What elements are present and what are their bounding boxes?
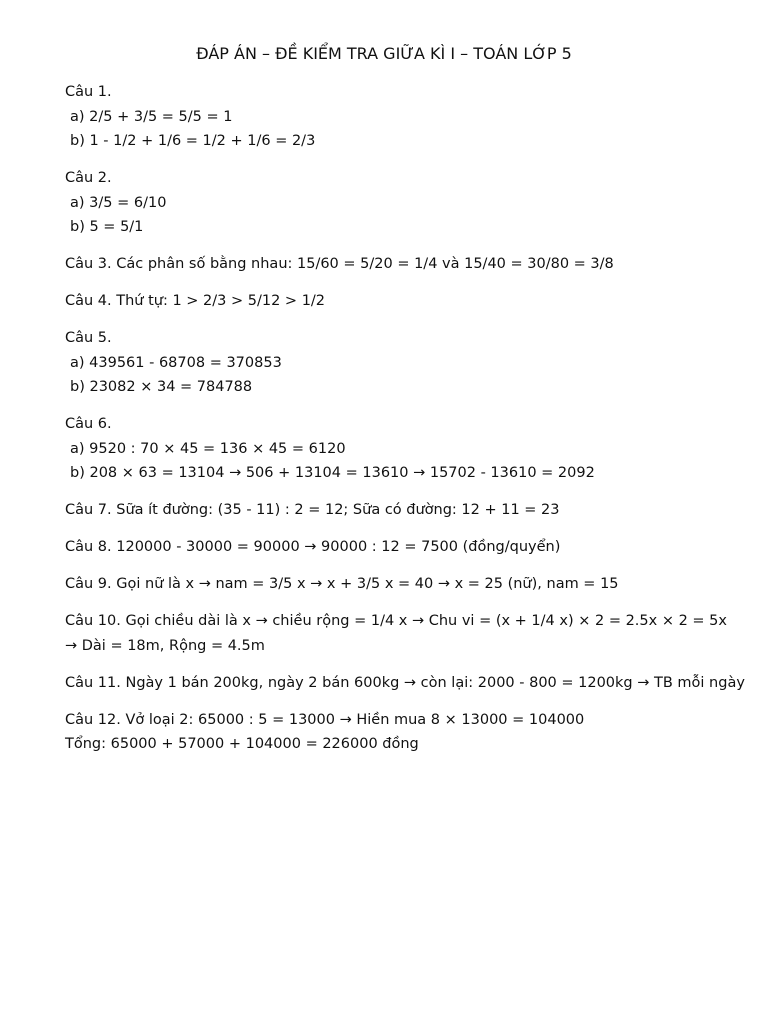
question-4 (65, 291, 768, 316)
answer-line: b) 208 × 63 = 13104 → 506 + 13104 = 13610 → 15702 - 13610 = 2092 (70, 465, 595, 481)
answer-line: Câu 11. Ngày 1 bán 200kg, ngày 2 bán 600kg → còn lại: 2000 - 800 = 1200kg → TB mỗi ngày (65, 674, 745, 691)
answer-line: a) 9520 : 70 × 45 = 136 × 45 = 6120 (70, 440, 346, 457)
question-5 (65, 328, 768, 402)
answer-line: a) 3/5 = 6/10 (70, 194, 167, 211)
question-heading: Câu 5. (65, 330, 112, 346)
answer-line: Câu 10. Gọi chiều dài là x → chiều rộng = 1/4 x → Chu vi = (x + 1/4 x) × 2 = 2.5x × 2 = 5x (65, 613, 727, 629)
answer-line: Câu 9. Gọi nữ là x → nam = 3/5 x → x + 3/5 x = 40 → x = 25 (nữ), nam = 15 (65, 576, 619, 592)
question-heading: Câu 2. (65, 170, 112, 186)
question-heading: Câu 1. (65, 84, 112, 100)
question-11 (65, 673, 768, 698)
answer-line: Câu 12. Vở loại 2: 65000 : 5 = 13000 → Hiền mua 8 × 13000 = 104000 (65, 711, 585, 728)
question-9 (65, 574, 768, 599)
question-10 (65, 611, 768, 660)
answer-line: b) 5 = 5/1 (70, 219, 144, 235)
answer-line: → Dài = 18m, Rộng = 4.5m (65, 637, 265, 654)
question-1 (65, 82, 768, 156)
answer-line: b) 23082 × 34 = 784788 (70, 379, 253, 395)
question-6 (65, 414, 768, 488)
answer-line: Câu 4. Thứ tự: 1 > 2/3 > 5/12 > 1/2 (65, 293, 326, 309)
question-12 (65, 710, 768, 759)
question-3 (65, 254, 768, 279)
answer-line: Câu 7. Sữa ít đường: (35 - 11) : 2 = 12; Sữa có đường: 12 + 11 = 23 (65, 502, 560, 518)
answer-line: Câu 3. Các phân số bằng nhau: 15/60 = 5/20 = 1/4 và 15/40 = 30/80 = 3/8 (65, 256, 614, 272)
answer-line: b) 1 - 1/2 + 1/6 = 1/2 + 1/6 = 2/3 (70, 133, 316, 149)
answer-line: Câu 8. 120000 - 30000 = 90000 → 90000 : 12 = 7500 (đồng/quyển) (65, 539, 561, 555)
question-heading: Câu 6. (65, 416, 112, 432)
answer-line: Tổng: 65000 + 57000 + 104000 = 226000 đồng (65, 736, 419, 752)
answer-line: a) 2/5 + 3/5 = 5/5 = 1 (70, 108, 233, 125)
document-title: ĐÁP ÁN – ĐỀ KIỂM TRA GIỮA KÌ I – TOÁN LỚP 5 (196, 44, 572, 63)
question-7 (65, 500, 768, 525)
answer-line: a) 439561 - 68708 = 370853 (70, 354, 282, 371)
question-2 (65, 168, 768, 242)
answer-list (65, 82, 768, 771)
question-8 (65, 537, 768, 562)
